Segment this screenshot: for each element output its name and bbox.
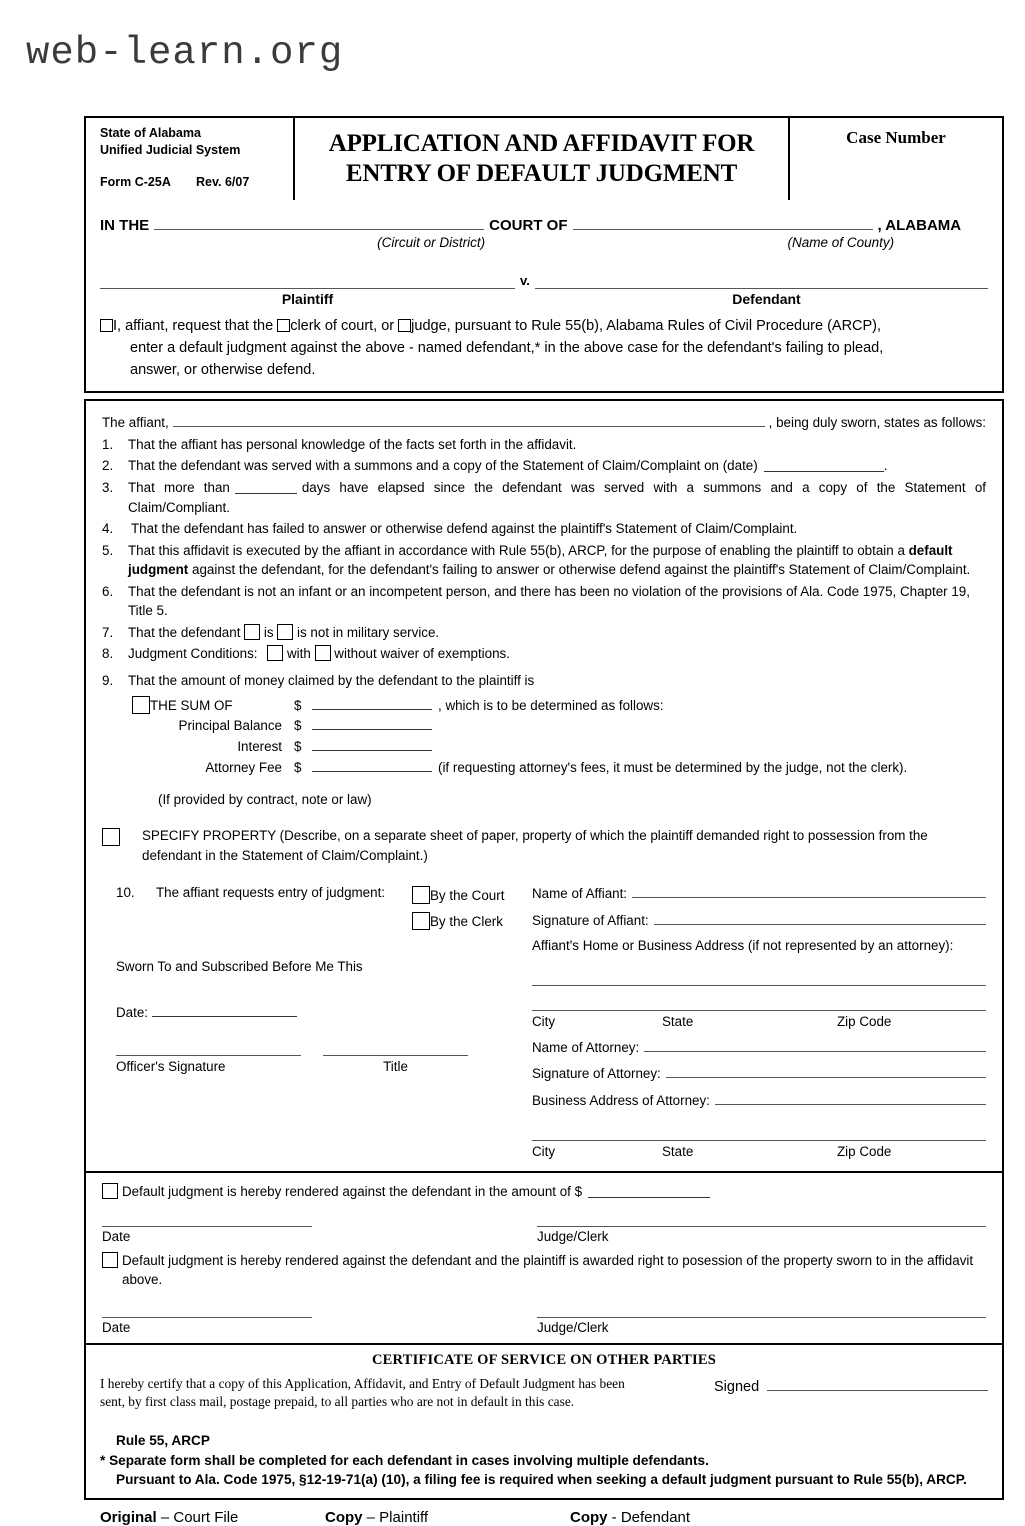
interest-label: Interest [237,739,282,755]
date-label: Date [102,1229,131,1245]
judgment-amount-input[interactable] [588,1185,710,1198]
property-judgment-checkbox[interactable] [102,1252,118,1268]
amount-breakdown [132,696,986,810]
affiant-name-input[interactable] [173,411,765,427]
versus-label: v. [520,273,530,288]
certificate-text-line2: sent, by first class mail, postage prepaid, to all parties who are not in default in this case. [100,1393,575,1409]
defendant-label: Defendant [732,291,801,307]
signature-of-attorney-label: Signature of Attorney: [532,1066,661,1082]
defendant-input[interactable] [535,272,988,289]
distribution-label: Copy [570,1509,608,1526]
affidavit-item-9 [102,671,986,691]
form-title-line2: ENTRY OF DEFAULT JUDGMENT [345,160,738,187]
item-text-a: That the defendant [128,624,241,640]
by-the-court-checkbox[interactable] [412,886,430,904]
city-label: City [532,1144,556,1160]
the-sum-of-label: THE SUM OF [150,697,233,713]
request-checkbox[interactable] [100,319,113,332]
certificate-heading: CERTIFICATE OF SERVICE ON OTHER PARTIES [372,1352,716,1368]
signature-of-attorney-input[interactable] [666,1063,986,1078]
by-the-clerk-checkbox[interactable] [412,912,430,930]
affiant-address-line2-input[interactable] [532,986,986,1011]
state-label: State [662,1144,694,1160]
item-number: 7. [102,624,114,640]
request-line-2: enter a default judgment against the above - named defendant,* in the above case for the defendant's failing to plead, [130,339,884,356]
item-number: 8. [102,646,114,662]
item-text-b: is [263,624,274,640]
affiant-address-line1-input[interactable] [532,959,986,986]
item-text-c: is not in military service. [297,624,440,640]
plaintiff-label: Plaintiff [281,291,334,307]
affidavit-items [102,435,986,691]
certificate-of-service-section [86,1343,1002,1498]
judicial-system-label: Unified Judicial System [100,142,241,157]
military-is-checkbox[interactable] [244,624,260,640]
clerk-of-court-checkbox[interactable] [277,319,290,332]
interest-input[interactable] [312,737,432,751]
name-of-affiant-input[interactable] [632,883,986,898]
judge-clerk-label: Judge/Clerk [537,1319,609,1335]
service-date-input[interactable] [764,459,884,472]
form-revision: Rev. 6/07 [196,175,250,189]
court-caption-section [86,200,1002,391]
item-text-b: against the defendant, for the defendant's failing to answer or otherwise defend against the plaintiff's Statement of Claim/Complaint. [192,562,971,578]
attorney-address-line2-input[interactable] [532,1116,986,1141]
item-text-b: days have elapsed since the defendant was served with a summons and a copy of the Statement of Claim/Compliant. [128,479,986,515]
notary-date-input[interactable] [152,1002,297,1017]
judge-clerk-label: Judge/Clerk [537,1229,609,1245]
item-text-a: That more than [128,479,230,495]
name-of-attorney-label: Name of Attorney: [532,1039,640,1055]
form-title [295,118,790,200]
state-label: State of Alabama [100,126,201,140]
affidavit-item-6 [102,582,986,621]
case-number-label: Case Number [846,128,946,147]
business-address-input[interactable] [715,1090,986,1105]
affidavit-item-3 [102,478,986,517]
dollar-sign: $ [294,739,302,755]
case-number-cell[interactable] [790,118,1002,200]
item-number: 9. [102,673,114,688]
date-label: Date [102,1319,131,1335]
affidavit-item-4 [102,519,986,539]
item-number: 6. [102,583,114,599]
specify-property-text: SPECIFY PROPERTY (Describe, on a separate sheet of paper, property of which the plaintiff demanded right to possession from the defendant in the Statement of Claim/Complaint.) [142,828,928,863]
plaintiff-input[interactable] [100,272,515,289]
form-number: Form C-25A [100,175,171,189]
affidavit-item-8 [102,644,986,664]
item-text: That the affiant has personal knowledge of the facts set forth in the affidavit. [128,436,577,452]
request-statement [100,316,988,381]
request-text-1: I, affiant, request that the [113,318,274,334]
affiant-intro-suffix: , being duly sworn, states as follows: [768,415,986,431]
rule-note-1: * Separate form shall be completed for each defendant in cases involving multiple defendants. [100,1452,709,1468]
zip-label: Zip Code [837,1014,892,1029]
military-is-not-checkbox[interactable] [277,624,293,640]
court-of-label: COURT OF [489,217,568,234]
item-text-a: Judgment Conditions: [128,646,258,662]
request-text-2: clerk of court, or [290,318,395,334]
distribution-label: Copy [325,1509,363,1526]
affiant-intro-prefix: The affiant, [102,415,169,431]
item-text: That the defendant has failed to answer or otherwise defend against the plaintiff's Statement of Claim/Complaint. [131,521,798,537]
distribution-copy-plaintiff [325,1509,570,1526]
days-elapsed-input[interactable] [235,481,297,494]
affidavit-box [84,399,1004,1500]
distribution-footer [84,1509,1004,1526]
request-line-3: answer, or otherwise defend. [130,361,316,378]
certificate-text-line1: I hereby certify that a copy of this Application, Affidavit, and Entry of Default Judgment has been [100,1376,625,1391]
item-text: The affiant requests entry of judgment: [156,885,386,901]
specify-property-row [102,826,986,865]
without-waiver-checkbox[interactable] [315,645,331,661]
by-the-court-label: By the Court [430,888,505,904]
judgment-request-section [102,883,986,1167]
zip-label: Zip Code [837,1144,892,1160]
affidavit-item-5 [102,541,986,580]
state-label: State [662,1014,694,1029]
name-of-affiant-label: Name of Affiant: [532,886,628,902]
by-the-clerk-label: By the Clerk [430,913,503,929]
the-sum-of-checkbox[interactable] [132,696,150,714]
signature-of-affiant-label: Signature of Affiant: [532,912,649,928]
affiant-address-label: Affiant's Home or Business Address (if not represented by an attorney): [532,938,954,954]
name-of-attorney-input[interactable] [644,1037,986,1052]
signed-label: Signed [714,1379,760,1395]
certificate-signature-input[interactable] [767,1375,988,1391]
officer-title-label: Title [383,1059,408,1075]
rule-title: Rule 55, ARCP [116,1432,210,1448]
property-judgment-text: Default judgment is hereby rendered against the defendant and the plaintiff is awarded right to posession of the property sworn to in the affidavit above. [122,1252,974,1288]
distribution-original [100,1509,325,1526]
provided-by-note: (If provided by contract, note or law) [158,791,372,807]
item-number: 4. [102,521,114,537]
distribution-target: – Plaintiff [362,1509,429,1526]
sworn-to-label: Sworn To and Subscribed Before Me This [116,959,363,975]
signature-of-affiant-input[interactable] [654,910,986,925]
total-sum-input[interactable] [312,696,432,710]
in-the-label: IN THE [100,217,150,234]
officer-signature-label: Officer's Signature [116,1059,226,1075]
specify-property-checkbox[interactable] [102,828,120,846]
item-number: 5. [102,542,114,558]
affidavit-item-2: 2. That the defendant was served with a summons and a copy of the Statement of Claim/Complaint on (date) . [102,456,986,476]
principal-balance-input[interactable] [312,716,432,730]
dollar-sign: $ [294,759,302,775]
with-waiver-checkbox[interactable] [267,645,283,661]
item-text-c: without waiver of exemptions. [334,646,510,662]
city-label: City [532,1014,556,1029]
dollar-sign: $ [294,697,302,713]
default-judgment-emphasis: default judgment [128,542,953,578]
court-form [84,116,1004,1526]
sum-note: , which is to be determined as follows: [438,697,664,713]
distribution-copy-defendant [570,1509,690,1526]
affiant-attorney-details [532,883,986,1167]
money-judgment-text: Default judgment is hereby rendered against the defendant in the amount of $ [122,1183,583,1199]
date-label: Date: [116,1004,149,1020]
form-identity-cell [86,118,295,200]
item-number: 3. [102,479,114,495]
site-watermark: web-learn.org [26,31,344,75]
business-address-label: Business Address of Attorney: [532,1092,710,1108]
attorney-fee-input[interactable] [312,758,432,772]
judge-checkbox[interactable] [398,319,411,332]
circuit-or-district-hint: (Circuit or District) [377,235,486,250]
money-judgment-checkbox[interactable] [102,1183,118,1199]
form-header-box [84,116,1004,393]
court-type-input[interactable] [154,214,484,230]
item-text: That the amount of money claimed by the defendant to the plaintiff is [128,673,535,688]
rule-note-2: Pursuant to Ala. Code 1975, §12-19-71(a) (10), a filing fee is required when seeking a default judgment pursuant to Rule 55(b), ARCP. [116,1472,967,1488]
item-number: 10. [116,885,135,901]
distribution-target: – Court File [156,1509,239,1526]
attorney-fee-note: (if requesting attorney's fees, it must be determined by the judge, not the clerk). [438,759,908,775]
request-text-3: judge, pursuant to Rule 55(b), Alabama Rules of Civil Procedure (ARCP), [411,318,882,334]
attorney-fee-label: Attorney Fee [205,759,282,775]
form-title-line1: APPLICATION AND AFFIDAVIT FOR [328,129,755,157]
alabama-label: , ALABAMA [877,217,962,234]
distribution-label: Original [100,1509,157,1526]
judgment-entry-section [86,1171,1002,1343]
item-text: That the defendant was served with a summons and a copy of the Statement of Claim/Complaint on (date) [128,458,758,474]
dollar-sign: $ [294,718,302,734]
item-text-a: That this affidavit is executed by the affiant in accordance with Rule 55(b), ARCP, for the purpose of enabling the plaintiff to obtain a [128,542,905,558]
item-number: 2. [102,458,114,474]
item-text-b: with [287,646,311,662]
item-number: 1. [102,436,114,452]
principal-balance-label: Principal Balance [178,718,282,734]
item-text: That the defendant is not an infant or an incompetent person, and there has been no violation of the provisions of Ala. Code 1975, Chapter 19, Title 5. [128,583,970,619]
county-hint: (Name of County) [787,235,895,250]
distribution-target: - Defendant [607,1509,691,1526]
affidavit-item-7 [102,623,986,643]
county-input[interactable] [573,214,873,230]
affidavit-item-1 [102,435,986,455]
